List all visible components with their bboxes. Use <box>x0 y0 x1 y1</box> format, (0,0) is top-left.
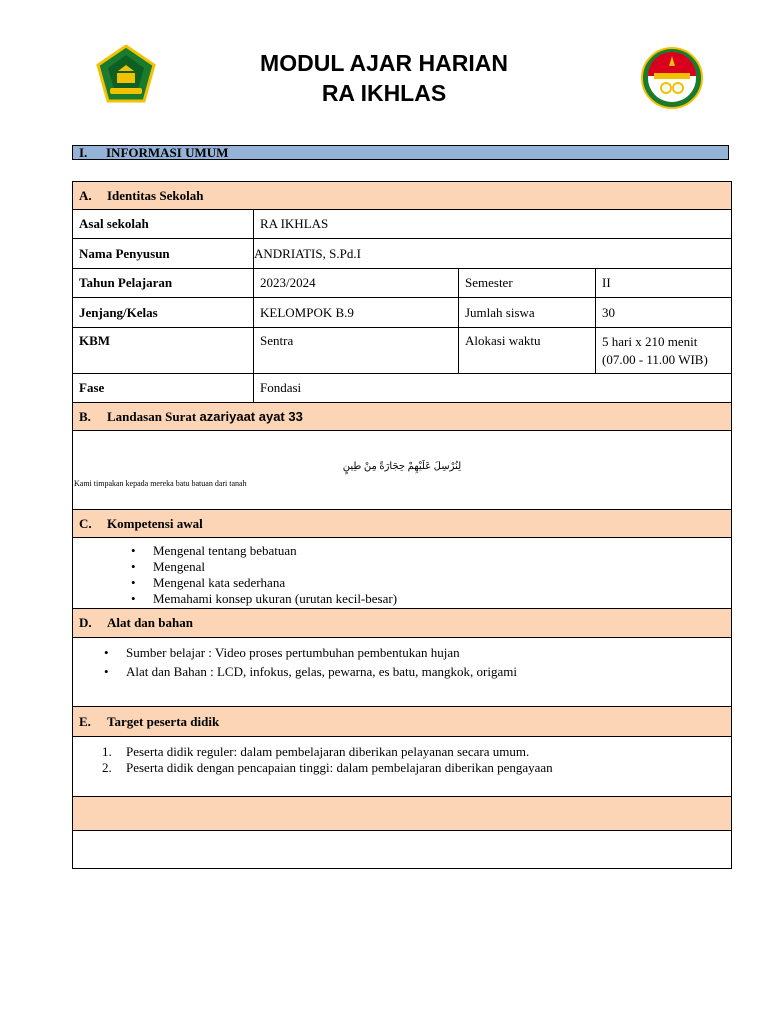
label-fase: Fase <box>73 374 254 403</box>
verse-translation: Kami timpakan kepada mereka batu batuan dari tanah <box>74 479 247 488</box>
title-line-2: RA IKHLAS <box>321 80 447 106</box>
info-table <box>72 181 732 869</box>
item-number: 1. <box>102 744 112 759</box>
item-text: Peserta didik dengan pencapaian tinggi: dalam pembelajaran diberikan pengayaan <box>126 760 553 775</box>
header-kompetensi-awal <box>73 510 732 538</box>
label-asal-sekolah: Asal sekolah <box>73 210 254 239</box>
section-title: INFORMASI UMUM <box>106 145 229 160</box>
value-nama-penyusun: ANDRIATIS, S.Pd.I <box>254 239 732 269</box>
alokasi-line-1: 5 hari x 210 menit <box>602 334 698 349</box>
value-semester: II <box>596 269 732 298</box>
item-number: 2. <box>102 760 112 775</box>
alokasi-line-2: (07.00 - 11.00 WIB) <box>602 352 708 367</box>
header-title: Identitas Sekolah <box>107 187 204 203</box>
header-identitas-sekolah <box>73 182 732 210</box>
row-jenjang-kelas <box>73 298 732 328</box>
value-alokasi-waktu <box>596 328 732 374</box>
list-item: • Mengenal <box>153 559 731 575</box>
header-target-peserta <box>73 707 732 737</box>
list-item <box>102 760 731 776</box>
value-jenjang-kelas: KELOMPOK B.9 <box>254 298 459 328</box>
list-item <box>102 744 731 760</box>
value-asal-sekolah: RA IKHLAS <box>254 210 732 239</box>
value-fase: Fondasi <box>254 374 732 403</box>
header-landasan-surat <box>73 403 732 431</box>
row-tahun-pelajaran <box>73 269 732 298</box>
header-title: Kompetensi awal <box>107 515 203 531</box>
item-text: Peserta didik reguler: dalam pembelajaran diberikan pelayanan secara umum. <box>126 744 530 759</box>
arabic-verse: لِنُرْسِلَ عَلَيْهِمْ حِجَارَةً مِنْ طِينٍ <box>342 461 462 472</box>
header-title: Target peserta didik <box>107 713 220 729</box>
list-item: • Mengenal kata sederhana <box>153 575 731 591</box>
title-line-1: MODUL AJAR HARIAN <box>260 50 508 76</box>
header-letter: D. <box>79 615 92 630</box>
header-letter: C. <box>79 515 92 531</box>
kompetensi-list <box>153 543 731 607</box>
row-landasan-content <box>73 431 732 510</box>
list-item: • Sumber belajar : Video proses pertumbuhan pembentukan hujan <box>126 645 731 661</box>
row-asal-sekolah <box>73 210 732 239</box>
header-letter: B. <box>79 408 91 424</box>
label-semester: Semester <box>459 269 596 298</box>
row-alat-bahan-content <box>73 638 732 707</box>
header-alat-bahan <box>73 609 732 638</box>
row-nama-penyusun <box>73 239 732 269</box>
section-informasi-umum <box>72 145 729 160</box>
label-alokasi-waktu: Alokasi waktu <box>459 328 596 374</box>
target-list <box>102 744 731 776</box>
label-jumlah-siswa: Jumlah siswa <box>459 298 596 328</box>
header-letter: A. <box>79 187 92 203</box>
list-item: • Memahami konsep ukuran (urutan kecil-besar) <box>153 591 731 607</box>
value-jumlah-siswa: 30 <box>596 298 732 328</box>
row-kompetensi-content <box>73 538 732 609</box>
list-item: • Alat dan Bahan : LCD, infokus, gelas, pewarna, es batu, mangkok, origami <box>126 664 731 680</box>
label-jenjang-kelas: Jenjang/Kelas <box>73 298 254 328</box>
label-kbm: KBM <box>73 328 254 374</box>
row-kbm <box>73 328 732 374</box>
header-letter: E. <box>79 713 91 729</box>
header-title-suffix: azariyaat ayat 33 <box>199 408 303 424</box>
label-tahun-pelajaran: Tahun Pelajaran <box>73 269 254 298</box>
header-title-prefix: Landasan Surat <box>107 408 197 424</box>
empty-row <box>73 831 732 869</box>
value-kbm: Sentra <box>254 328 459 374</box>
empty-header-row <box>73 797 732 831</box>
header-title: Alat dan bahan <box>107 615 193 630</box>
alat-bahan-list <box>126 645 731 680</box>
value-tahun-pelajaran: 2023/2024 <box>254 269 459 298</box>
list-item: • Mengenal tentang bebatuan <box>153 543 731 559</box>
row-target-content <box>73 737 732 797</box>
page-title <box>0 48 768 108</box>
row-fase <box>73 374 732 403</box>
label-nama-penyusun: Nama Penyusun <box>73 239 254 269</box>
section-number: I. <box>79 145 88 160</box>
